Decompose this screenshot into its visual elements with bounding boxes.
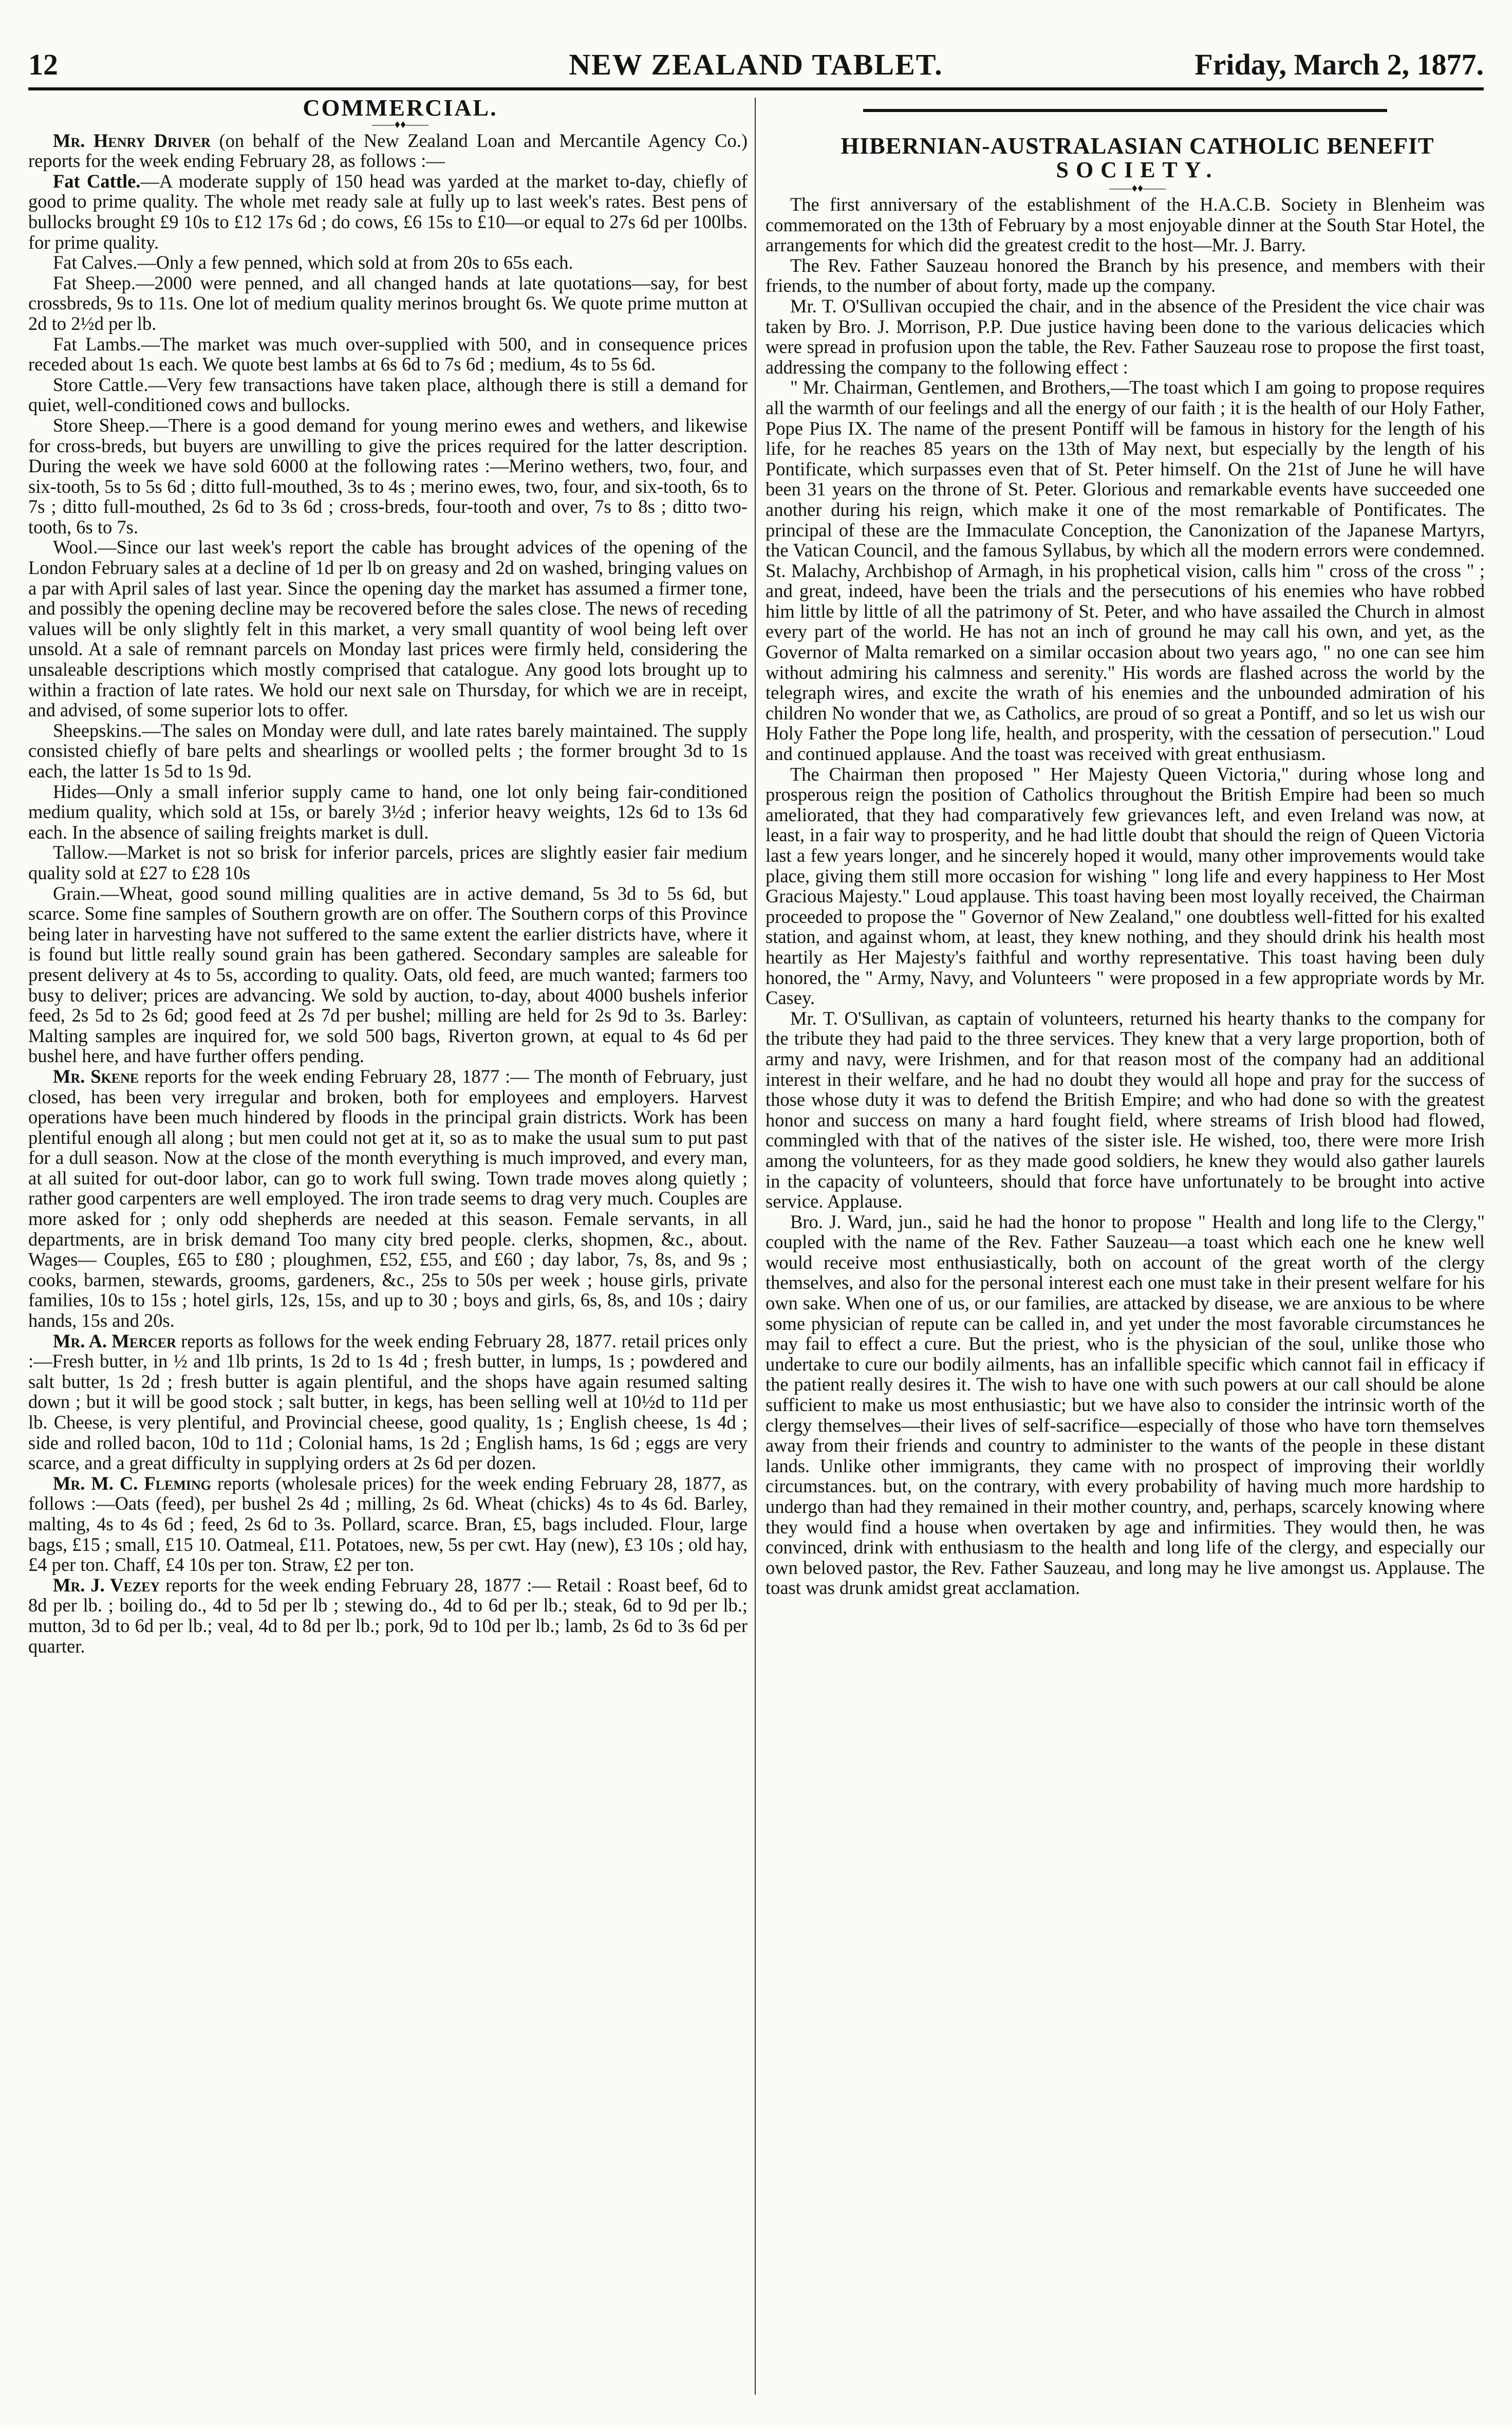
report-text: (on behalf of the New Zealand Loan and Mercantile Agency Co.) reports for the week ending February 28, as follows :— bbox=[28, 129, 748, 172]
reporter-name: Mr. J. Vezey bbox=[53, 1574, 160, 1596]
driver-report-intro bbox=[28, 131, 748, 171]
article-paragraph: The Rev. Father Sauzeau honored the Branch by his presence, and members with their friends, to the number of about forty, made up the company. bbox=[766, 254, 1485, 297]
reporter-name: Mr. A. Mercer bbox=[53, 1330, 176, 1351]
article-paragraph: The Chairman then proposed " Her Majesty Queen Victoria," during whose long and prosperous reign the position of Catholics throughout the British Empire had been so much ameliorated, that they had comparatively few grievances left, and even Ireland was now, at least, in a fair way to prosperity, and he had little doubt that should the reign of Queen Victoria last a few years longer, and he sincerely hoped it would, many other improvements would take place, giving them still more occasion for wishing " long life and every happiness to Her Most Gracious Majesty." Loud applause. This toast having been most loyally received, the Chairman proceeded to propose the " Governor of New Zealand," one doubtless well-fitted for his exalted station, and against whom, at least, they knew nothing, and they should drink his health most heartily as Her Majesty's faithful and worthy representative. This toast having been duly honored, the " Army, Navy, and Volunteers " were proposed in a few appropriate words by Mr. Casey. bbox=[766, 763, 1485, 1009]
section-label: Fat Cattle. bbox=[53, 170, 141, 192]
report-text: reports for the week ending February 28, 1877 :— The month of February, just closed, has been very irregular and broken, both for employees and employers. Harvest operations have been much hindered by floods in the principal grain districts. Work has been plentiful enough all along ; but men could not get at it, so as to make the usual sum to put past for a dull season. Now at the close of the month everything is much improved, and every man, at all suited for out-door labor, can go to work full swing. Town trade moves along quietly ; rather good carpenters are well employed. The iron trade seems to drag very much. Couples are more asked for ; only odd shepherds are needed at this season. Female servants, in all departments, are in brisk demand Too many city bred people. clerks, shopmen, &c., about. Wages— Couples, £65 to £80 ; ploughmen, £52, £55, and £60 ; day labor, 7s, 8s, and 9s ; cooks, barmen, stewards, grooms, gardeners, &c., 25s to 50s per week ; house girls, private families, 10s to 15s ; hotel girls, 12s, 15s, and up to 30 ; boys and girls, 6s, 8s, and 10s ; dairy hands, 15s and 20s. bbox=[28, 1065, 748, 1331]
hibernian-heading: HIBERNIAN-AUSTRALASIAN CATHOLIC BENEFIT bbox=[841, 133, 1434, 159]
report-text: —A moderate supply of 150 head was yarded at the market to-day, chiefly of good to prime quality. The whole met ready sale at fully up to last week's rates. Best pens of bullocks brought £9 10s to £12 17s 6d ; do cows, £6 15s to £10—or equal to 27s 6d per 100lbs. for prime quality. bbox=[28, 170, 748, 253]
ornament-divider: ——♦♦—— bbox=[371, 117, 429, 131]
masthead bbox=[28, 47, 1484, 83]
report-text: reports as follows for the week ending February 28, 1877. retail prices only :—Fresh butter, in ½ and 1lb prints, 1s 2d to 1s 4d ; fresh butter, in lumps, 1s ; powdered and salt butter, 1s 2d ; fresh butter is again plentiful, and the shops have again resumed salting down ; but it will be good stock ; salt butter, in kegs, has been selling well at 10½d to 11d per lb. Cheese, is very plentiful, and Provincial cheese, good quality, 1s ; English cheese, 1s 4d ; side and rolled bacon, 10d to 11d ; Colonial hams, 1s 2d ; English hams, 1s 6d ; eggs are very scarce, and a great difficulty in supplying orders at 2s 6d per dozen. bbox=[28, 1330, 748, 1474]
hides-paragraph: Hides—Only a small inferior supply came to hand, one lot only being fair-conditioned medium quality, which sold at 15s, or barely 3½d ; inferior heavy weights, 12s 6d to 13s 6d each. In the absence of sailing freights market is dull. bbox=[28, 781, 748, 843]
article-paragraph: Bro. J. Ward, jun., said he had the honor to propose " Health and long life to the Clergy," coupled with the name of the Rev. Father Sauzeau—a toast which each one he knew well would receive most enthusiastically, both on account of the great worth of the clergy themselves, and also for the personal interest each one must take in their present welfare for his own sake. When one of us, or our families, are attacked by disease, we are anxious to be where some physician of repute can be called in, and yet under the most favorable circumstances he may fail to effect a cure. But the priest, who is the physician of the soul, unlike those who undertake to cure our bodily ailments, has an infallible specific which cannot fail in efficacy if the patient really desires it. The wish to have one with such powers at our call should be alone sufficient to make us most enthusiastic; but we have also to consider the intrinsic worth of the clergy themselves—their lives of self-sacrifice—especially of those who have torn themselves away from their friends and country to administer to the wants of the people in these distant lands. Unlike other immigrants, they came with no prospect of improving their worldly circumstances. but, on the contrary, with every probability of having much more hardship to undergo than had they remained in their mother country, and, perhaps, scarcely knowing where they would find a house when overtaken by age and infirmities. They would then, he was convinced, drink with enthusiasm to the health and long life of the clergy, and especially our own beloved pastor, the Rev. Father Sauzeau, and long may he live amongst us. Applause. The toast was drunk amidst great acclamation. bbox=[766, 1211, 1485, 1599]
store-sheep-paragraph: Store Sheep.—There is a good demand for young merino ewes and wethers, and likewise for cross-breds, but buyers are unwilling to give the prices required for the latter description. During the week we have sold 6000 at the following rates :—Merino wethers, two, four, and six-tooth, 5s to 5s 6d ; ditto full-mouthed, 3s to 4s ; merino ewes, two, four, and six-tooth, 6s to 7s ; ditto full-mouthed, 2s 6d to 3s 6d ; cross-breds, four-tooth and over, 7s to 8s ; ditto two-tooth, 6s to 7s. bbox=[28, 414, 748, 538]
sheepskins-paragraph: Sheepskins.—The sales on Monday were dull, and late rates barely maintained. The supply consisted chiefly of bare pelts and shearlings or woolled pelts ; the former brought 3d to 1s each, the latter 1s 5d to 1s 9d. bbox=[28, 719, 748, 782]
commercial-column bbox=[28, 95, 748, 1657]
vezey-report bbox=[28, 1575, 748, 1656]
section-separator bbox=[863, 109, 1387, 112]
page-number: 12 bbox=[28, 48, 58, 81]
fat-calves-paragraph: Fat Calves.—Only a few penned, which sold at from 20s to 65s each. bbox=[53, 252, 573, 273]
fat-lambs-paragraph: Fat Lambs.—The market was much over-supplied with 500, and in consequence prices receded about 1s each. We quote best lambs at 6s 6d to 7s 6d ; medium, 4s to 5s 6d. bbox=[28, 333, 748, 375]
wool-paragraph: Wool.—Since our last week's report the cable has brought advices of the opening of the London February sales at a decline of 1d per lb on greasy and 2d on washed, bringing values on a par with April sales of last year. Since the opening day the market has assumed a firmer tone, and possibly the opening decline may be recovered before the sales close. The news of receding values will be only slightly felt in this market, a very small quantity of wool being left over unsold. At a sale of remnant parcels on Monday last prices were firmly held, considering the unsaleable descriptions which mostly comprised that catalogue. Any good lots brought up to within a fraction of late rates. We hold our next sale on Thursday, for which we are in receipt, and advised, of some superior lots to offer. bbox=[28, 536, 748, 721]
column-divider bbox=[755, 98, 756, 2395]
store-cattle-paragraph: Store Cattle.—Very few transactions have taken place, although there is still a demand for quiet, well-conditioned cows and bullocks. bbox=[28, 374, 748, 416]
fat-cattle-paragraph bbox=[28, 171, 748, 252]
article-paragraph: Mr. T. O'Sullivan occupied the chair, and in the absence of the President the vice chair was taken by Bro. J. Morrison, P.P. Due justice having been done to the various delicacies which were spread in profusion upon the table, the Rev. Father Sauzeau rose to propose the first toast, addressing the company to the following effect : bbox=[766, 295, 1485, 378]
newspaper-title: NEW ZEALAND TABLET. bbox=[569, 48, 943, 81]
article-paragraph: The first anniversary of the establishment of the H.A.C.B. Society in Blenheim was commemorated on the 13th of February by a most enjoyable dinner at the South Star Hotel, the arrangements for which did the greatest credit to the host—Mr. J. Barry. bbox=[766, 194, 1485, 256]
masthead-rule bbox=[28, 87, 1484, 90]
ornament-divider: ——♦♦—— bbox=[1109, 181, 1166, 194]
article-paragraph: " Mr. Chairman, Gentlemen, and Brothers,—The toast which I am going to propose requires all the warmth of our feelings and all the energy of our faith ; it is the health of our Holy Father, Pope Pius IX. The name of the present Pontiff will be famous in history for the length of his life, for he reaches 85 years on the 13th of May next, but especially by the length of his Pontificate, which surpasses even that of St. Peter himself. On the 21st of June he will have been 31 years on the throne of St. Peter. Glorious and remarkable events have succeeded one another during his reign, which make it one of the most remarkable of Pontificates. The principal of these are the Immaculate Conception, the Canonization of the Japanese Martyrs, the Vatican Council, and the famous Syllabus, by which all the modern errors were condemned. St. Malachy, Archbishop of Armagh, in his prophetical vision, calls him " cross of the cross " ; and great, indeed, have been the trials and the persecutions of his enemies who have robbed him little by little of all the patrimony of St. Peter, and who have assailed the Church in almost every part of the world. He has not an inch of ground he may call his own, and yet, as the Governor of Malta remarked on a similar occasion about two years ago, " no one can see him without admiring his calmness and serenity." His words are flashed across the world by the telegraph wires, and excite the wrath of his enemies and the unbounded admiration of his children No wonder that we, as Catholics, are proud of so great a Pontiff, and so let us wish our Holy Father the Pope long life, health, and prosperity, with the cessation of persecution." Loud and continued applause. And the toast was received with great enthusiasm. bbox=[766, 377, 1485, 765]
tallow-paragraph: Tallow.—Market is not so brisk for inferior parcels, prices are slightly easier fair medium quality sold at £27 to £28 10s bbox=[28, 842, 748, 883]
report-text: reports (wholesale prices) for the week ending February 28, 1877, as follows :—Oats (feed), per bushel 2s 4d ; milling, 2s 6d. Wheat (chicks) 4s to 4s 6d. Barley, malting, 4s to 4s 6d ; feed, 2s 6d to 3s. Pollard, scarce. Bran, £5, bags included. Flour, large bags, £15 ; small, £15 10. Oatmeal, £11. Potatoes, new, 5s per cwt. Hay (new), £3 10s ; old hay, £4 per ton. Chaff, £4 10s per ton. Straw, £2 per ton. bbox=[28, 1472, 748, 1576]
hibernian-subheading: SOCIETY. bbox=[1056, 157, 1219, 182]
fleming-report bbox=[28, 1473, 748, 1575]
commercial-heading: COMMERCIAL. bbox=[303, 95, 498, 121]
reporter-name: Mr. Henry Driver bbox=[53, 129, 211, 151]
issue-date: Friday, March 2, 1877. bbox=[1194, 48, 1484, 81]
article-paragraph: Mr. T. O'Sullivan, as captain of volunteers, returned his hearty thanks to the company for the tribute they had paid to the three services. They knew that a very large proportion, both of army and navy, were Irishmen, and for that reason most of the company had an additional interest in their welfare, and he had no doubt they would all hope and pray for the success of those whose duty it was to defend the British Empire; and who had done so with the greatest honor and success on many a hard fought field, where streams of Irish blood had flowed, commingled with that of the natives of the sister isle. He wished, too, there were more Irish among the volunteers, for as they made good soldiers, he knew they would also gather laurels in the capacity of volunteers, should that force have unfortunately to be brought into active service. Applause. bbox=[766, 1007, 1485, 1212]
reporter-name: Mr. M. C. Fleming bbox=[53, 1472, 211, 1494]
mercer-report bbox=[28, 1331, 748, 1473]
fat-sheep-paragraph: Fat Sheep.—2000 were penned, and all changed hands at late quotations—say, for best crossbreds, 9s to 11s. One lot of medium quality merinos brought 6s. We quote prime mutton at 2d to 2½d per lb. bbox=[28, 272, 748, 334]
hibernian-column bbox=[766, 98, 1485, 1598]
report-text: reports for the week ending February 28, 1877 :— Retail : Roast beef, 6d to 8d per lb. ; boiling do., 4d to 5d per lb ; stewing do., 4d to 6d per lb.; steak, 6d to 9d per lb.; mutton, 3d to 6d per lb.; veal, 4d to 8d per lb.; pork, 9d to 10d per lb.; lamb, 2s 6d to 3s 6d per quarter. bbox=[28, 1574, 748, 1657]
grain-paragraph: Grain.—Wheat, good sound milling qualities are in active demand, 5s 3d to 5s 6d, but scarce. Some fine samples of Southern growth are on offer. The Southern corps of this Province being later in harvesting have not suffered to the same extent the earlier districts have, where it is found but little really sound grain has been gathered. Secondary samples are saleable for present delivery at 4s to 5s, according to quality. Oats, old feed, are much wanted; farmers too busy to deliver; prices are advancing. We sold by auction, to-day, about 4000 bushels inferior feed, 2s 5d to 2s 6d; good feed at 2s 7d per bushel; milling are held for 2s 9d to 3s. Barley: Malting samples are inquired for, we sold 500 bags, Riverton grown, at equal to 4s 6d per bushel here, and have further offers pending. bbox=[28, 882, 748, 1067]
reporter-name: Mr. Skene bbox=[53, 1065, 139, 1087]
skene-report bbox=[28, 1066, 748, 1331]
